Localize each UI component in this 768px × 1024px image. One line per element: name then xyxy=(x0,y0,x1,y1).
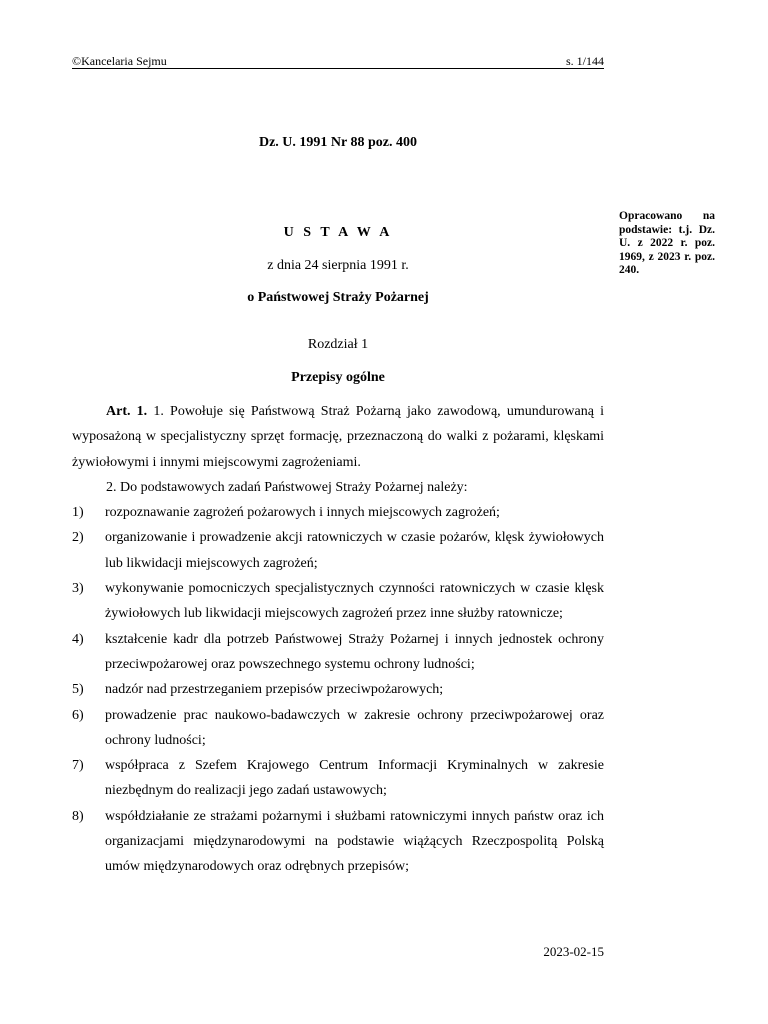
act-subject: o Państwowej Straży Pożarnej xyxy=(247,290,429,305)
list-text: nadzór nad przestrzeganiem przepisów przeciwpożarowych; xyxy=(105,682,444,698)
act-type-heading: U S T A W A xyxy=(283,225,393,240)
document-body xyxy=(72,399,604,880)
act-date: z dnia 24 sierpnia 1991 r. xyxy=(267,258,409,273)
list-number: 3) xyxy=(72,581,84,597)
list-text: prowadzenie prac naukowo-badawczych w zakresie ochrony przeciwpożarowej oraz ochrony ludności; xyxy=(105,707,604,748)
list-text: organizowanie i prowadzenie akcji ratowniczych w czasie pożarów, klęsk żywiołowych lub likwidacji miejscowych zagrożeń; xyxy=(105,530,604,571)
list-item xyxy=(72,576,604,627)
list-item xyxy=(72,500,604,525)
list-text: współpraca z Szefem Krajowego Centrum Informacji Kryminalnych w zakresie niezbędnym do realizacji jego zadań ustawowych; xyxy=(105,758,604,799)
article-label: Art. 1. xyxy=(106,404,148,419)
list-number: 1) xyxy=(72,505,84,521)
article-1-paragraph-2: 2. Do podstawowych zadań Państwowej Straży Pożarnej należy: xyxy=(106,479,468,495)
list-number: 2) xyxy=(72,530,84,546)
side-note: Opracowano na podstawie: t.j. Dz. U. z 2022 r. poz. 1969, z 2023 r. poz. 240. xyxy=(619,210,715,276)
list-item xyxy=(72,677,604,702)
list-text: rozpoznawanie zagrożeń pożarowych i innych miejscowych zagrożeń; xyxy=(105,505,500,521)
article-1-paragraph-1 xyxy=(72,399,604,475)
chapter-label: Rozdział 1 xyxy=(307,337,369,352)
paragraph-text: 1. Powołuje się Państwową Straż Pożarną jako zawodową, umundurowaną i wyposażoną w specjalistyczny sprzęt formację, przeznaczoną do walki z pożarami, klęskami żywiołowymi i innymi miejscowymi zagrożeniami. xyxy=(72,404,604,470)
list-item xyxy=(72,753,604,804)
list-item xyxy=(72,627,604,678)
list-item xyxy=(72,525,604,576)
list-text: współdziałanie ze strażami pożarnymi i służbami ratowniczymi innych państw oraz ich organizacjami międzynarodowymi na podstawie wiążących Rzeczpospolitą Polską umów międzynarodowych oraz odrębnych przepisów; xyxy=(105,808,604,875)
list-text: kształcenie kadr dla potrzeb Państwowej Straży Pożarnej i innych jednostek ochrony przeciwpożarowej oraz powszechnego systemu ochrony ludności; xyxy=(105,631,604,672)
task-list xyxy=(72,500,604,879)
list-text: wykonywanie pomocniczych specjalistycznych czynności ratowniczych w czasie klęsk żywiołowych lub likwidacji miejscowych zagrożeń przez inne służby ratownicze; xyxy=(105,581,604,622)
list-number: 8) xyxy=(72,808,84,824)
list-number: 7) xyxy=(72,758,84,774)
list-item xyxy=(72,703,604,754)
list-number: 5) xyxy=(72,682,84,698)
journal-reference: Dz. U. 1991 Nr 88 poz. 400 xyxy=(258,135,417,150)
footer-date: 2023-02-15 xyxy=(543,944,604,959)
list-item xyxy=(72,804,604,880)
page-number: s. 1/144 xyxy=(565,54,604,68)
chapter-title: Przepisy ogólne xyxy=(291,370,385,385)
publisher-label: ©Kancelaria Sejmu xyxy=(72,54,167,68)
list-number: 6) xyxy=(72,707,84,723)
page-header xyxy=(72,54,604,69)
list-number: 4) xyxy=(72,631,84,647)
